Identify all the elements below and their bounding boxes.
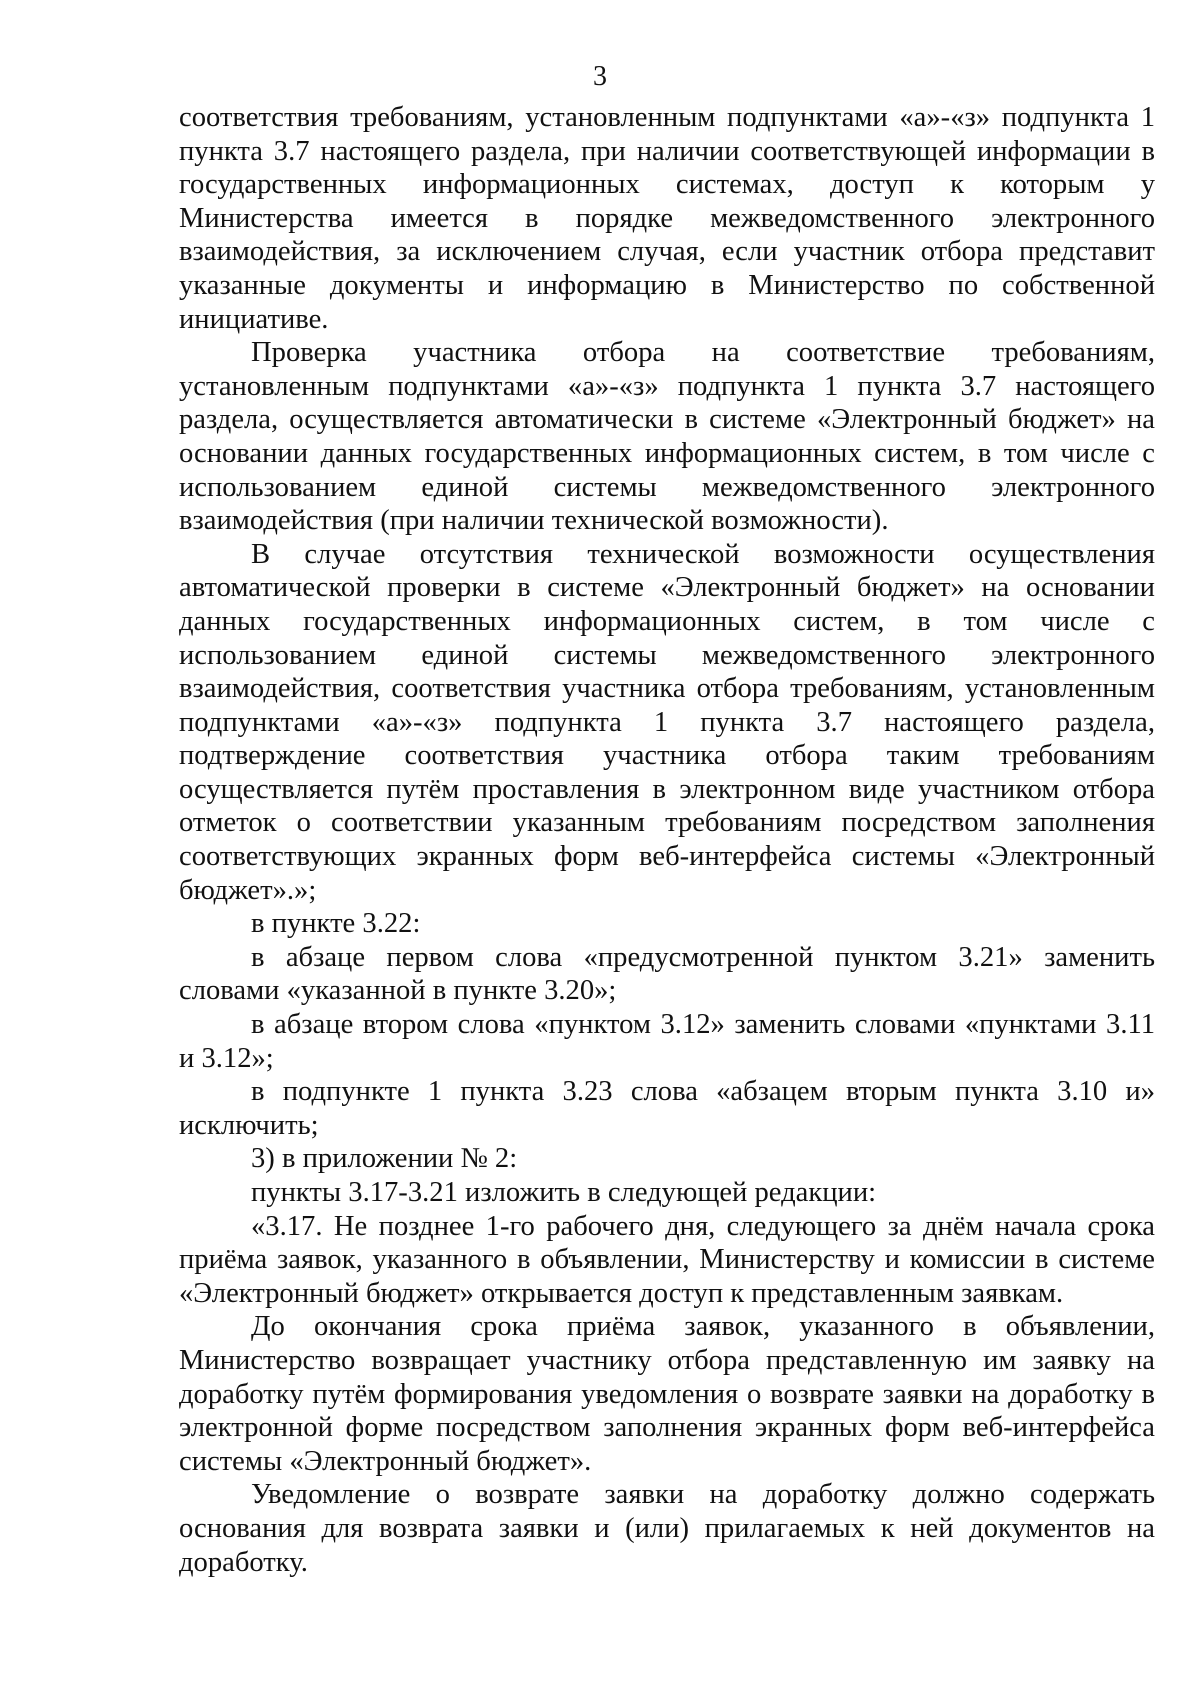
- paragraph-subclause-3-23: в подпункте 1 пункта 3.23 слова «абзацем вторым пункта 3.10 и» исключить;: [179, 1076, 1155, 1141]
- paragraph-automatic-check: Проверка участника отбора на соответствие требованиям, установленным подпунктами «а»-«з» подпункта 1 пункта 3.7 настоящего раздела, осуществляется автоматически в системе «Электронный бюджет» на основании данных государственных информационных систем, в том числе с использованием единой системы межведомственного электронного взаимодействия (при наличии технической возможности).: [179, 337, 1155, 537]
- paragraph-notification-content: Уведомление о возврате заявки на доработку должно содержать основания для возврата заявки и (или) прилагаемых к ней документов на доработку.: [179, 1479, 1155, 1578]
- document-body: [179, 101, 1155, 1579]
- paragraph-appendix-2: 3) в приложении № 2:: [251, 1143, 518, 1175]
- page-number: 3: [593, 61, 607, 92]
- paragraph-return-for-revision: До окончания срока приёма заявок, указанного в объявлении, Министерство возвращает участнику отбора представленную им заявку на доработку путём формирования уведомления о возврате заявки на доработку в электронной форме посредством заполнения экранных форм веб-интерфейса системы «Электронный бюджет».: [179, 1311, 1155, 1477]
- paragraph-clause-3-17: «3.17. Не позднее 1-го рабочего дня, следующего за днём начала срока приёма заявок, указанного в объявлении, Министерству и комиссии в системе «Электронный бюджет» открывается доступ к представленным заявкам.: [179, 1210, 1155, 1309]
- paragraph-new-edition: пункты 3.17-3.21 изложить в следующей редакции:: [251, 1177, 877, 1208]
- paragraph-manual-confirmation: В случае отсутствия технической возможности осуществления автоматической проверки в системе «Электронный бюджет» на основании данных государственных информационных систем, в том числе с использованием единой системы межведомственного электронного взаимодействия, соответствия участника отбора требованиям, установленным подпунктами «а»-«з» подпункта 1 пункта 3.7 настоящего раздела, подтверждение соответствия участника отбора таким требованиям осуществляется путём проставления в электронном виде участником отбора отметок о соответствии указанным требованиям посредством заполнения соответствующих экранных форм веб-интерфейса системы «Электронный бюджет».»;: [179, 538, 1155, 906]
- paragraph-second-abzac: в абзаце втором слова «пунктом 3.12» заменить словами «пунктами 3.11 и 3.12»;: [179, 1009, 1155, 1074]
- paragraph-verification-conditions: соответствия требованиям, установленным подпунктами «а»-«з» подпункта 1 пункта 3.7 настоящего раздела, при наличии соответствующей информации в государственных информационных системах, доступ к которым у Министерства имеется в порядке межведомственного электронного взаимодействия, за исключением случая, если участник отбора представит указанные документы и информацию в Министерство по собственной инициативе.: [179, 102, 1155, 335]
- paragraph-clause-3-22: в пункте 3.22:: [251, 908, 421, 940]
- paragraph-first-abzac: в абзаце первом слова «предусмотренной пунктом 3.21» заменить словами «указанной в пункте 3.20»;: [179, 941, 1155, 1007]
